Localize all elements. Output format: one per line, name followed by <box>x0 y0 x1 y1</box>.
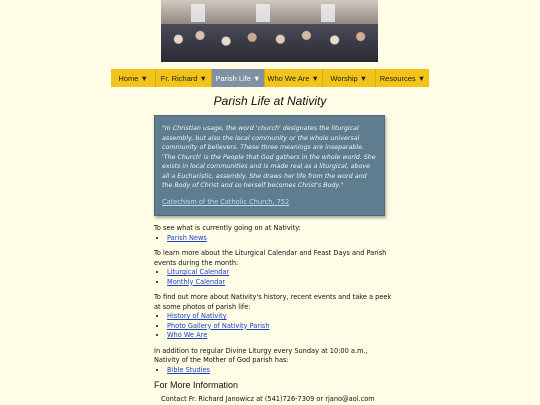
more-info-heading: For More Information <box>154 380 239 390</box>
quote-text: "In Christian usage, the word 'church' designates the liturgical assembly, but also the local community or the whole universal community of believers. These three meanings are inseparable. 'The Church' is the People that God gathers in the whole world. She exists in local communities and is made real as a liturgical, above all a Eucharistic, assembly. She draws her life from the word and the Body of Christ and so herself becomes Christ's Body." <box>162 125 376 189</box>
quote-source-link[interactable]: Catechism of the Catholic Church, 752 <box>162 197 290 206</box>
nav-worship[interactable]: Worship ▼ <box>323 69 376 87</box>
parish-news-link[interactable]: Parish News <box>167 233 207 242</box>
list-item <box>167 312 394 322</box>
window-decor <box>256 4 270 22</box>
history-intro: To find out more about Nativity's history, recent events and take a peek at some photos of parish life: <box>154 293 392 311</box>
current-intro: To see what is currently going on at Nativity: <box>154 224 301 232</box>
window-decor <box>191 4 205 22</box>
list-item <box>167 278 394 288</box>
liturgy-links <box>154 366 394 376</box>
main-nav <box>111 69 429 87</box>
liturgy-intro: In addition to regular Divine Liturgy every Sunday at 10:00 a.m., Nativity of the Mother of God parish has: <box>154 346 368 364</box>
header-photo <box>161 0 378 62</box>
list-item <box>167 268 394 278</box>
list-item <box>167 366 394 376</box>
history-link[interactable]: History of Nativity <box>167 312 227 320</box>
list-item <box>167 322 394 332</box>
current-links <box>154 234 394 244</box>
catechism-quote-box <box>154 115 385 216</box>
monthly-calendar-link[interactable]: Monthly Calendar <box>167 277 226 286</box>
main-content <box>154 224 394 404</box>
window-decor <box>321 4 335 22</box>
calendar-intro: To learn more about the Liturgical Calendar and Feast Days and Parish events during the month: <box>154 249 387 267</box>
calendar-links <box>154 268 394 287</box>
bible-studies-link[interactable]: Bible Studies <box>167 365 210 374</box>
photo-gallery-link[interactable]: Photo Gallery of Nativity Parish <box>167 321 270 330</box>
list-item <box>167 331 394 341</box>
nav-parish-life[interactable]: Parish Life ▼ <box>212 69 264 87</box>
list-item <box>167 234 394 244</box>
nav-home[interactable]: Home ▼ <box>111 69 156 87</box>
nav-who-we-are[interactable]: Who We Are ▼ <box>265 69 323 87</box>
congregation-image <box>161 24 378 62</box>
who-we-are-link[interactable]: Who We Are <box>167 331 208 339</box>
nav-fr-richard[interactable]: Fr. Richard ▼ <box>156 69 212 87</box>
page-title: Parish Life at Nativity <box>213 94 327 108</box>
contact-text: Contact Fr. Richard Janowicz at (541)726-7309 or rjano@aol.com <box>161 394 375 403</box>
nav-resources[interactable]: Resources ▼ <box>379 73 426 83</box>
liturgical-calendar-link[interactable]: Liturgical Calendar <box>167 268 230 276</box>
history-links <box>154 312 394 341</box>
